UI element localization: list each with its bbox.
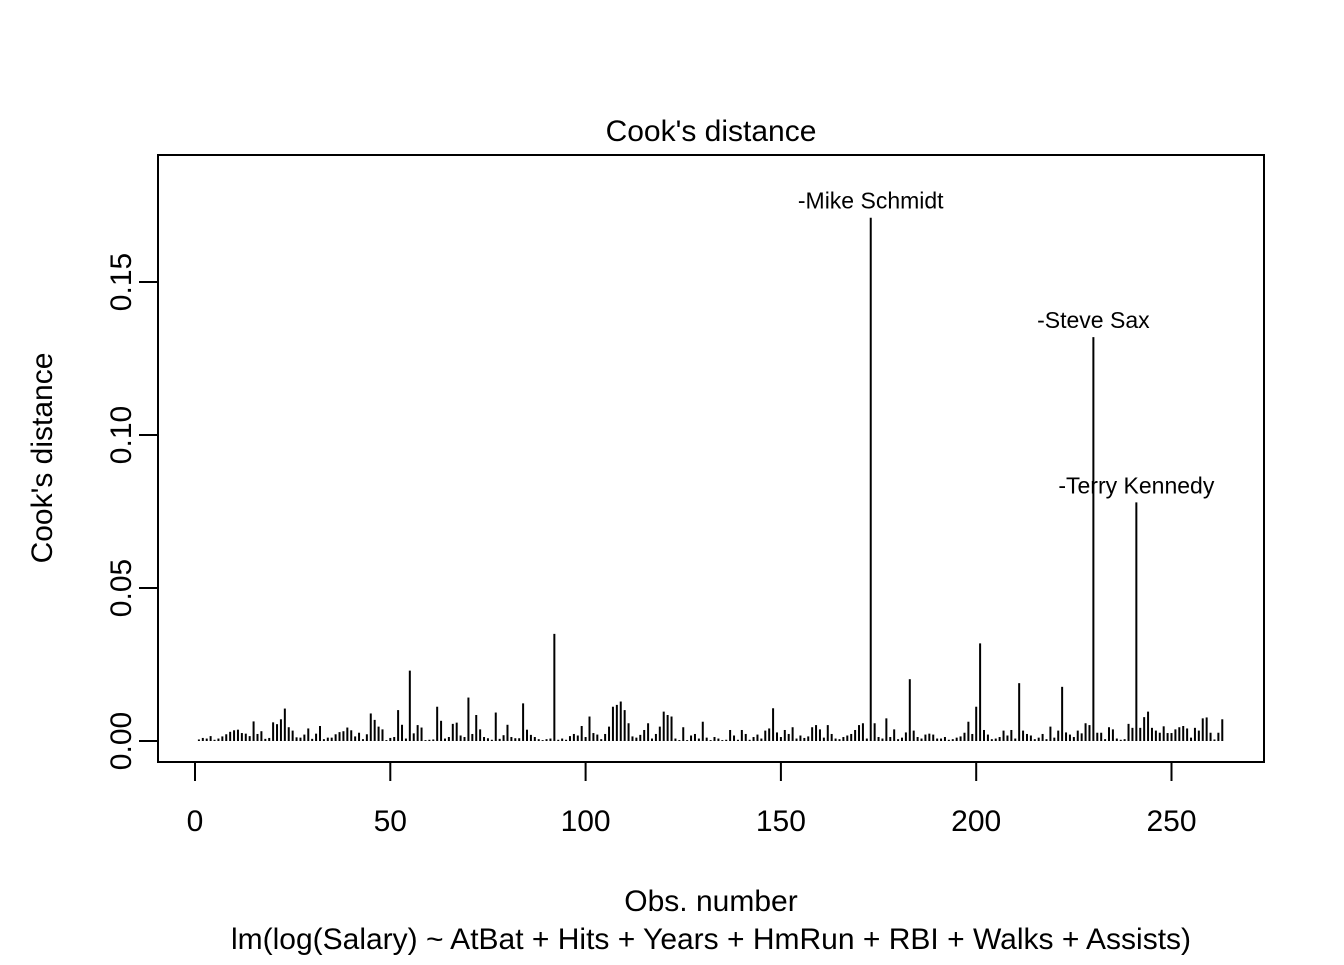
point-label: -Steve Sax xyxy=(1037,307,1150,334)
x-tick-label: 200 xyxy=(951,805,1002,838)
x-axis-title: Obs. number xyxy=(624,885,798,918)
x-axis xyxy=(187,762,1197,838)
point-annotations xyxy=(798,188,1215,499)
point-label: -Mike Schmidt xyxy=(797,187,944,214)
y-tick-label: 0.15 xyxy=(105,252,138,312)
y-tick-label: 0.05 xyxy=(105,558,138,618)
point-label: -Terry Kennedy xyxy=(1058,472,1215,499)
x-tick-label: 0 xyxy=(186,805,204,838)
y-tick-label: 0.10 xyxy=(105,405,138,465)
plot-box xyxy=(158,155,1264,762)
y-axis xyxy=(105,253,158,770)
model-formula-subtitle: lm(log(Salary) ~ AtBat + Hits + Years + HmRun + RBI + Walks + Assists) xyxy=(230,923,1192,956)
chart-title: Cook's distance xyxy=(605,115,817,148)
x-tick-label: 250 xyxy=(1146,805,1197,838)
y-axis-title: Cook's distance xyxy=(26,352,59,564)
y-tick-label: 0.00 xyxy=(105,711,138,771)
x-tick-label: 100 xyxy=(560,805,611,838)
x-tick-label: 150 xyxy=(755,805,806,838)
x-tick-label: 50 xyxy=(373,805,407,838)
